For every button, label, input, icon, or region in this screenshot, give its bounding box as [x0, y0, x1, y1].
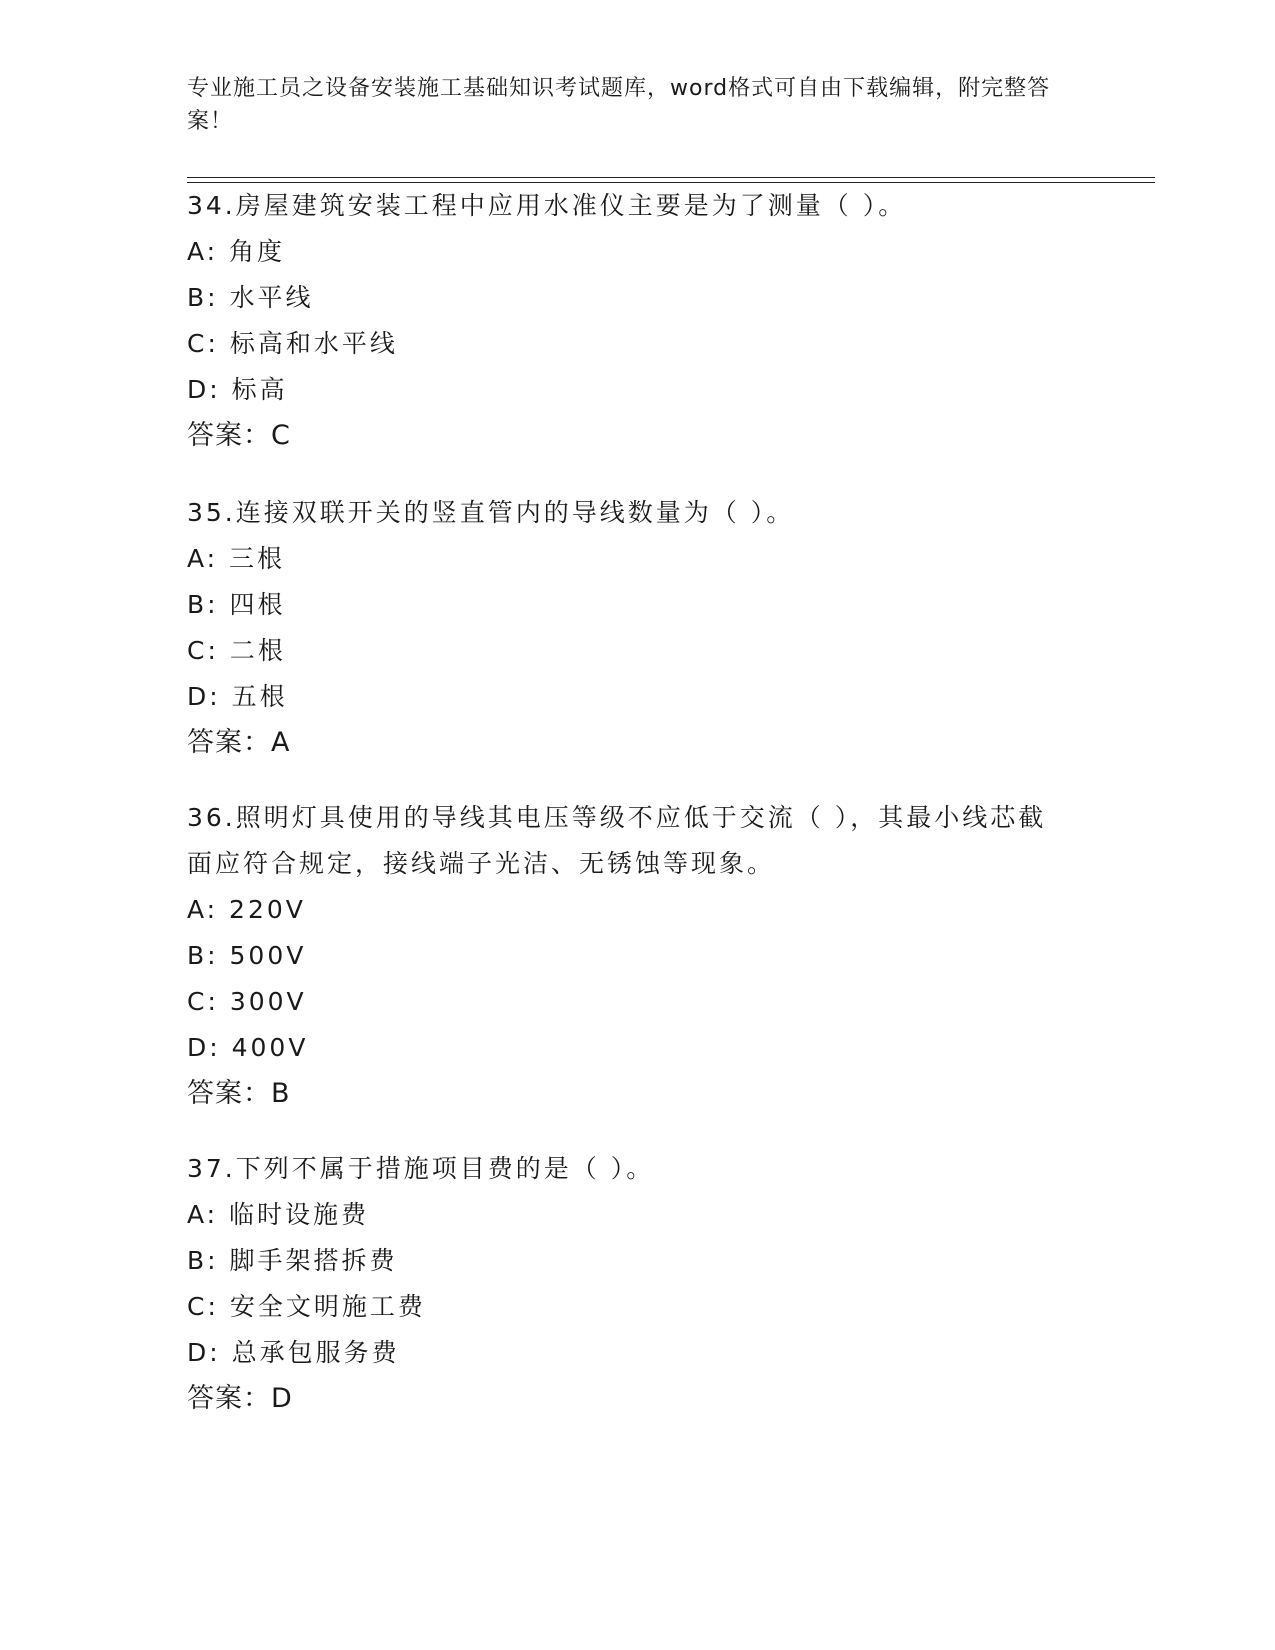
option-d: D: 标高 [187, 375, 288, 404]
answer-value: A [271, 727, 290, 758]
option-b: B: 水平线 [187, 283, 314, 312]
answer-label: 答案： [187, 1383, 271, 1414]
option-a: A: 220V [187, 895, 306, 924]
option-a: A: 临时设施费 [187, 1200, 370, 1229]
option-d: D: 五根 [187, 682, 288, 711]
answer-line [187, 1071, 1067, 1117]
answer-line [187, 413, 1107, 459]
option-d: D: 400V [187, 1033, 309, 1062]
option-c: C: 安全文明施工费 [187, 1292, 426, 1321]
option-c: C: 标高和水平线 [187, 329, 398, 358]
question-block [187, 1146, 1107, 1422]
question-stem: 36.照明灯具使用的导线其电压等级不应低于交流（ ），其最小线芯截面应符合规定，接线端子光洁、无锈蚀等现象。 [187, 803, 1047, 878]
answer-value: C [271, 420, 290, 451]
answer-value: D [271, 1383, 292, 1414]
answer-label: 答案： [187, 420, 271, 451]
option-c: C: 二根 [187, 636, 286, 665]
option-a: A: 三根 [187, 544, 286, 573]
option-b: B: 脚手架搭拆费 [187, 1246, 398, 1275]
answer-value: B [271, 1078, 290, 1109]
question-stem: 35.连接双联开关的竖直管内的导线数量为（ ）。 [187, 498, 795, 527]
answer-line [187, 1376, 1107, 1422]
question-stem: 37.下列不属于措施项目费的是（ ）。 [187, 1154, 655, 1183]
option-a: A: 角度 [187, 237, 286, 266]
option-c: C: 300V [187, 987, 307, 1016]
question-block [187, 183, 1107, 459]
document-header: 专业施工员之设备安装施工基础知识考试题库，word格式可自由下载编辑，附完整答案！ [187, 76, 1051, 134]
option-d: D: 总承包服务费 [187, 1338, 400, 1367]
answer-label: 答案： [187, 727, 271, 758]
header-divider-top [187, 177, 1155, 178]
answer-label: 答案： [187, 1078, 271, 1109]
option-b: B: 四根 [187, 590, 286, 619]
question-block [187, 795, 1067, 1117]
answer-line [187, 720, 1107, 766]
question-stem: 34.房屋建筑安装工程中应用水准仪主要是为了测量（ ）。 [187, 191, 907, 220]
question-block [187, 490, 1107, 766]
option-b: B: 500V [187, 941, 307, 970]
